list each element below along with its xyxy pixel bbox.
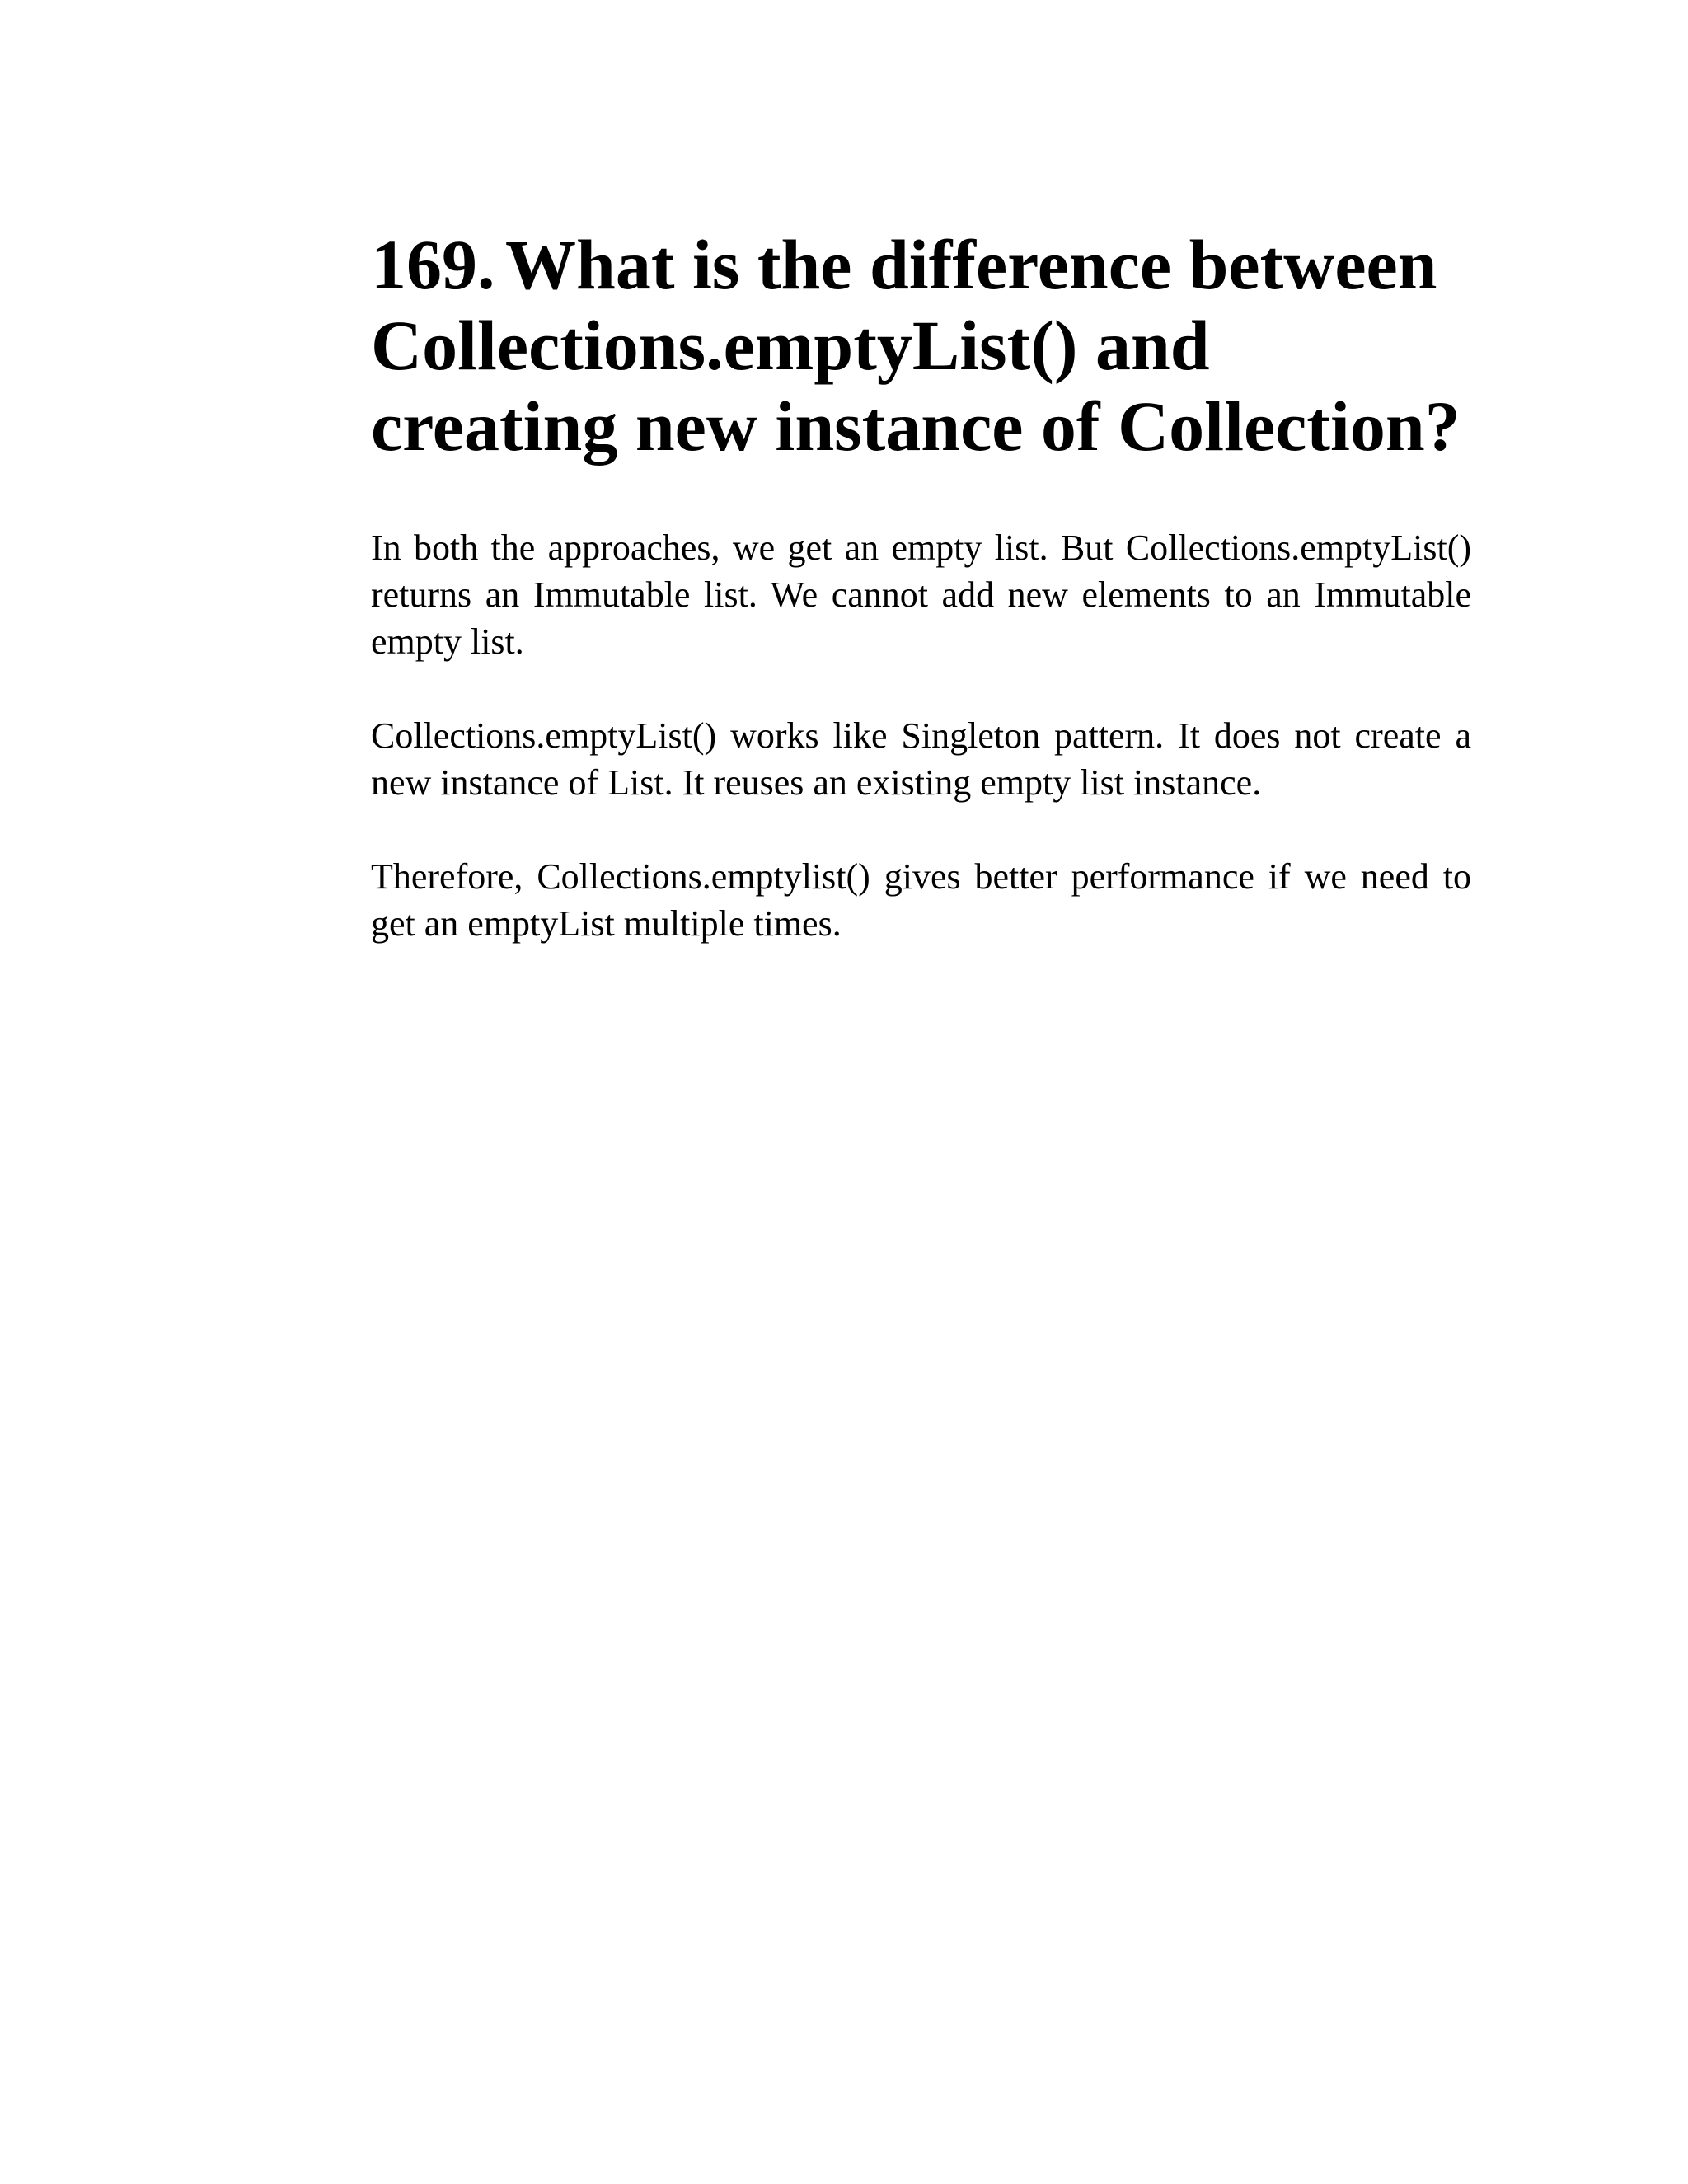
question-heading <box>371 224 1471 466</box>
answer-paragraph-3: Therefore, Collections.emptylist() gives better performance if we need to get an emptyList multiple times. <box>371 856 1471 944</box>
question-number: 169. <box>371 225 495 304</box>
answer-paragraph-2: Collections.emptyList() works like Singleton pattern. It does not create a new instance of List. It reuses an existing empty list instance. <box>371 715 1471 803</box>
document-page <box>371 224 1471 947</box>
answer-paragraph-1: In both the approaches, we get an empty list. But Collections.emptyList() returns an Immutable list. We cannot add new elements to an Immutable empty list. <box>371 527 1471 662</box>
question-title: What is the difference between Collections.emptyList() and creating new instance of Collection? <box>371 225 1461 466</box>
